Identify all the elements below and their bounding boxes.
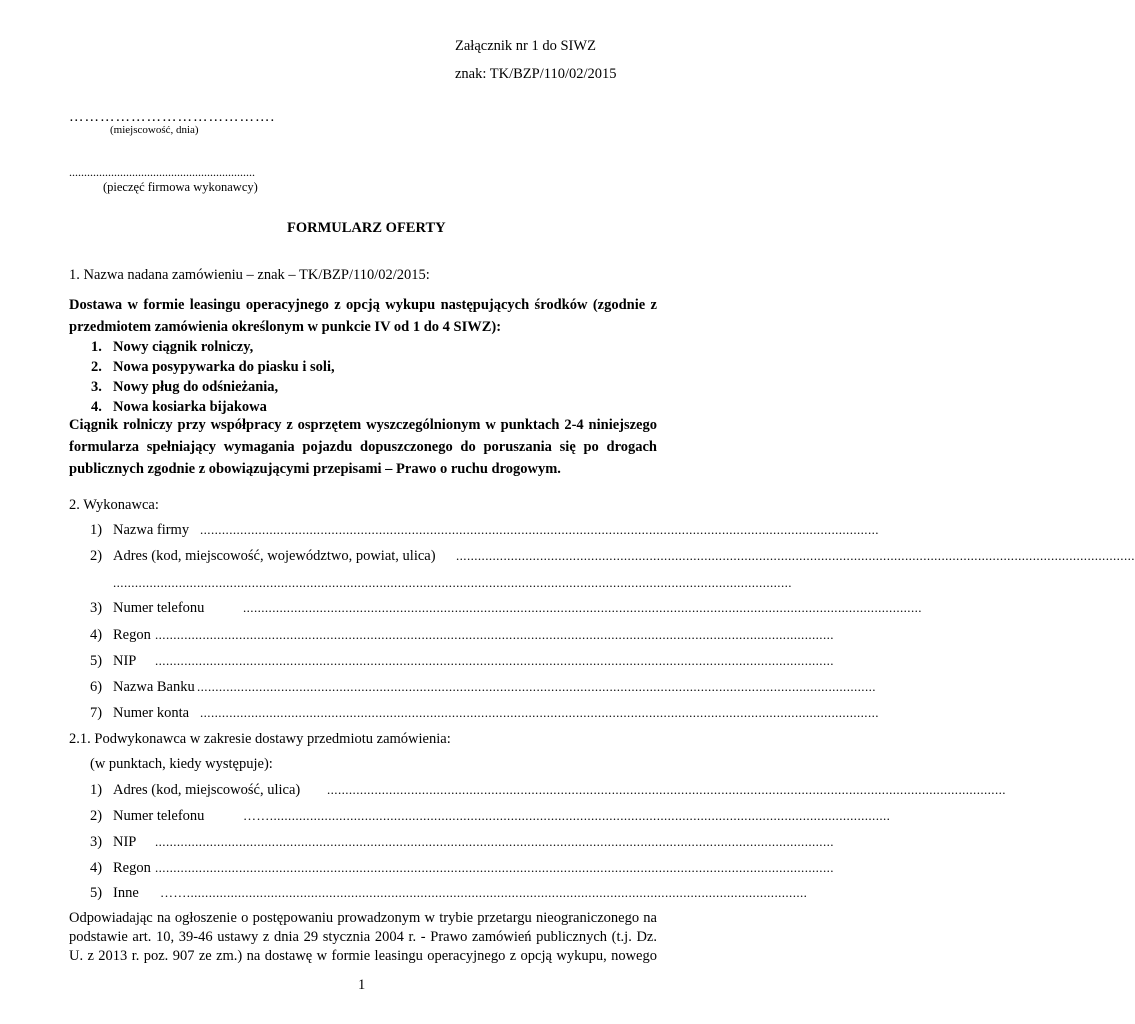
attachment-label: Załącznik nr 1 do SIWZ <box>455 38 596 54</box>
company-stamp-caption: (pieczęć firmowa wykonawcy) <box>103 180 258 194</box>
account-number-field[interactable]: .......................................................................................................................................................................................... <box>200 705 879 720</box>
section-1-heading: 1. Nazwa nadana zamówieniu – znak – TK/BZP/110/02/2015: <box>69 267 430 283</box>
closing-paragraph-line-3: U. z 2013 r. poz. 907 ze zm.) na dostawę w formie leasingu operacyjnego z opcją wykupu, nowego <box>69 948 657 964</box>
section-2-heading: 2. Wykonawca: <box>69 497 159 513</box>
item-number: 2. <box>91 359 102 375</box>
field-number: 6) <box>90 679 103 695</box>
subcontractor-other-field[interactable]: …….......................................................................................................................................................................... <box>160 885 808 900</box>
bank-name-label: Nazwa Banku <box>113 679 195 695</box>
page-title: FORMULARZ OFERTY <box>287 220 446 236</box>
nip-field[interactable]: .......................................................................................................................................................................................... <box>155 653 834 668</box>
place-date-dots: …………………………………. <box>69 109 276 125</box>
item-label: Nowa kosiarka bijakowa <box>113 399 267 415</box>
field-number: 4) <box>90 627 103 643</box>
field-number: 1) <box>90 782 103 798</box>
regon-field[interactable]: .......................................................................................................................................................................................... <box>155 627 834 642</box>
phone-label: Numer telefonu <box>113 600 205 616</box>
subcontractor-regon-field[interactable]: .......................................................................................................................................................................................... <box>155 860 834 875</box>
closing-paragraph-line-2: podstawie art. 10, 39-46 ustawy z dnia 29 stycznia 2004 r. - Prawo zamówień publicznych (t.j. Dz. <box>69 929 657 945</box>
field-number: 2) <box>90 808 103 824</box>
tractor-note-line-2: formularza spełniający wymagania pojazdu dopuszczonego do poruszania się po drogach <box>69 439 657 455</box>
field-number: 5) <box>90 653 103 669</box>
field-number: 2) <box>90 548 103 564</box>
subcontractor-address-label: Adres (kod, miejscowość, ulica) <box>113 782 301 798</box>
page-number: 1 <box>358 977 366 993</box>
field-number: 4) <box>90 860 103 876</box>
item-label: Nowy pług do odśnieżania, <box>113 379 279 395</box>
nip-label: NIP <box>113 653 137 669</box>
address-label: Adres (kod, miejscowość, województwo, powiat, ulica) <box>113 548 436 564</box>
tractor-note-line-3: publicznych zgodnie z obowiązującymi przepisami – Prawo o ruchu drogowym. <box>69 461 561 477</box>
item-number: 4. <box>91 399 102 415</box>
company-stamp-dots: .............................................................. <box>69 165 255 179</box>
field-number: 3) <box>90 834 103 850</box>
company-name-label: Nazwa firmy <box>113 522 190 538</box>
phone-field[interactable]: .......................................................................................................................................................................................... <box>243 600 922 615</box>
subcontractor-address-field[interactable]: .......................................................................................................................................................................................... <box>327 782 1006 797</box>
subcontractor-regon-label: Regon <box>113 860 151 876</box>
field-number: 1) <box>90 522 103 538</box>
tractor-note-line-1: Ciągnik rolniczy przy współpracy z osprzętem wyszczególnionym w punktach 2-4 niniejszego <box>69 417 657 433</box>
subject-line-1: Dostawa w formie leasingu operacyjnego z opcją wykupu następujących środków (zgodnie z <box>69 297 657 313</box>
place-date-caption: (miejscowość, dnia) <box>110 124 199 136</box>
closing-paragraph-line-1: Odpowiadając na ogłoszenie o postępowaniu prowadzonym w trybie przetargu nieograniczonego na <box>69 910 657 926</box>
subcontractor-phone-field[interactable]: …….......................................................................................................................................................................... <box>243 808 891 823</box>
section-2-1-heading: 2.1. Podwykonawca w zakresie dostawy przedmiotu zamówienia: <box>69 731 451 747</box>
address-field[interactable]: .......................................................................................................................................................................................... <box>456 548 1135 563</box>
regon-label: Regon <box>113 627 151 643</box>
reference-sign: znak: TK/BZP/110/02/2015 <box>455 66 617 82</box>
field-number: 5) <box>90 885 103 901</box>
subject-line-2: przedmiotem zamówienia określonym w punkcie IV od 1 do 4 SIWZ): <box>69 319 502 335</box>
bank-name-field[interactable]: .......................................................................................................................................................................................... <box>197 679 876 694</box>
item-number: 1. <box>91 339 102 355</box>
item-label: Nowa posypywarka do piasku i soli, <box>113 359 335 375</box>
address-field-continued[interactable]: .......................................................................................................................................................................................... <box>113 575 792 590</box>
account-number-label: Numer konta <box>113 705 190 721</box>
company-name-field[interactable]: .......................................................................................................................................................................................... <box>200 522 879 537</box>
item-label: Nowy ciągnik rolniczy, <box>113 339 254 355</box>
subcontractor-nip-label: NIP <box>113 834 137 850</box>
subcontractor-nip-field[interactable]: .......................................................................................................................................................................................... <box>155 834 834 849</box>
section-2-1-subheading: (w punktach, kiedy występuje): <box>90 756 273 772</box>
subcontractor-phone-label: Numer telefonu <box>113 808 205 824</box>
field-number: 7) <box>90 705 103 721</box>
subcontractor-other-label: Inne <box>113 885 139 901</box>
item-number: 3. <box>91 379 102 395</box>
field-number: 3) <box>90 600 103 616</box>
